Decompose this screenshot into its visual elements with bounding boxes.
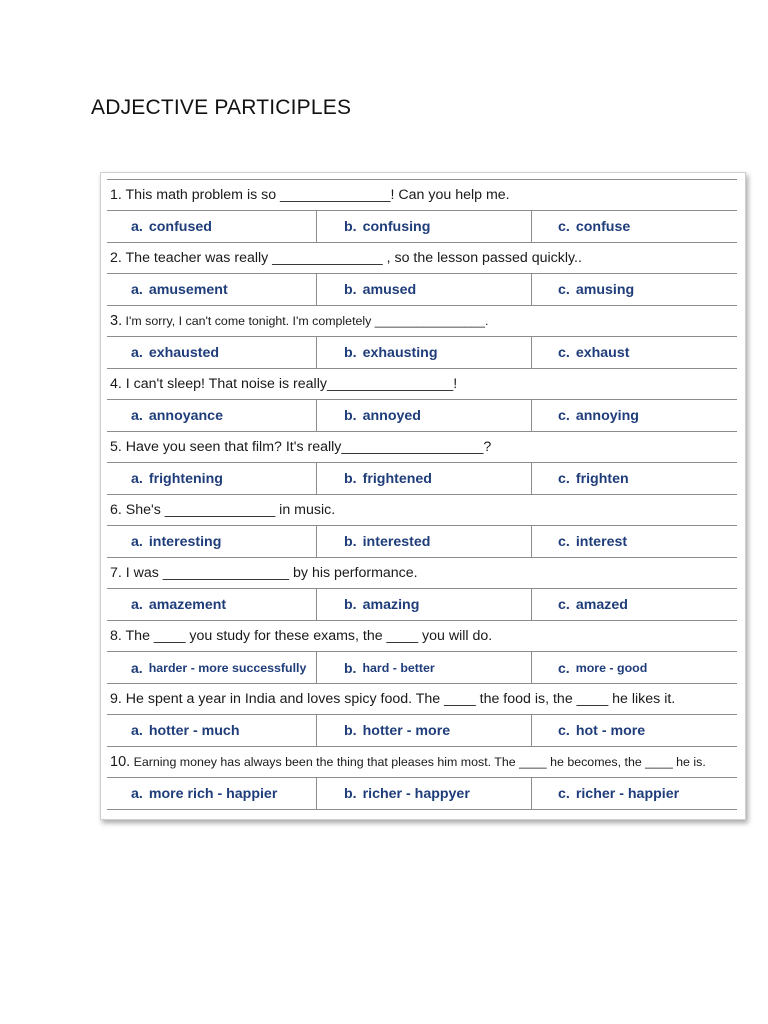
question-9: [107, 684, 737, 715]
question-text: 7. I was ________________ by his performance.: [110, 565, 418, 581]
option-c: c. confuse: [558, 218, 631, 235]
option-b: b. exhausting: [317, 337, 532, 368]
question-text: 5. Have you seen that film? It's really__________________?: [110, 439, 492, 455]
option-b: b. annoyed: [317, 400, 532, 431]
question-3: [107, 306, 737, 337]
option-c: c. more - good: [558, 659, 648, 676]
option-b: b. confusing: [317, 211, 532, 242]
question-text: 1. This math problem is so ______________! Can you help me.: [110, 187, 510, 203]
option-a: a. annoyance: [107, 400, 317, 431]
options-row-7: [107, 589, 737, 621]
options-row-1: [107, 211, 737, 243]
option-a: a. more rich - happier: [107, 778, 317, 809]
option-a: a. amusement: [107, 274, 317, 305]
options-row-2: [107, 274, 737, 306]
option-a: a. harder - more successfully: [107, 652, 317, 683]
question-7: [107, 558, 737, 589]
question-text: I'm sorry, I can't come tonight. I'm completely ________________.: [125, 314, 489, 328]
option-a: a. confused: [107, 211, 317, 242]
options-row-4: [107, 400, 737, 432]
option-b: b. hotter - more: [317, 715, 532, 746]
question-text: 9. He spent a year in India and loves spicy food. The ____ the food is, the ____ he likes it.: [110, 691, 676, 707]
options-row-5: [107, 463, 737, 495]
question-number: 3.: [110, 313, 123, 329]
option-b: b. amused: [317, 274, 532, 305]
question-number: 10.: [110, 754, 131, 770]
question-text: 8. The ____ you study for these exams, the ____ you will do.: [110, 628, 493, 644]
option-b: b. richer - happyer: [317, 778, 532, 809]
question-6: [107, 495, 737, 526]
question-text: 2. The teacher was really ______________ , so the lesson passed quickly..: [110, 250, 582, 266]
question-text: 4. I can't sleep! That noise is really________________!: [110, 376, 458, 392]
option-b: b. interested: [317, 526, 532, 557]
option-c: c. hot - more: [558, 722, 646, 739]
question-8: [107, 621, 737, 652]
question-text: Earning money has always been the thing that pleases him most. The ____ he becomes, the ____ he is.: [133, 755, 706, 769]
worksheet-image: [100, 172, 746, 820]
option-c: c. richer - happier: [558, 785, 680, 802]
question-10: [107, 747, 737, 778]
question-2: [107, 243, 737, 274]
option-c: c. amusing: [558, 281, 635, 298]
options-row-9: [107, 715, 737, 747]
options-row-10: [107, 778, 737, 810]
question-1: [107, 180, 737, 211]
option-a: a. frightening: [107, 463, 317, 494]
option-a: a. interesting: [107, 526, 317, 557]
question-5: [107, 432, 737, 463]
options-row-8: [107, 652, 737, 684]
option-c: c. annoying: [558, 407, 639, 424]
option-b: b. amazing: [317, 589, 532, 620]
question-4: [107, 369, 737, 400]
page-title: ADJECTIVE PARTICIPLES: [91, 96, 352, 119]
options-row-6: [107, 526, 737, 558]
option-c: c. interest: [558, 533, 628, 550]
option-a: a. hotter - much: [107, 715, 317, 746]
option-a: a. exhausted: [107, 337, 317, 368]
option-c: c. exhaust: [558, 344, 630, 361]
option-b: b. hard - better: [317, 652, 532, 683]
option-c: c. amazed: [558, 596, 628, 613]
question-text: 6. She's ______________ in music.: [110, 502, 336, 518]
quiz-table: [107, 179, 737, 810]
option-a: a. amazement: [107, 589, 317, 620]
option-c: c. frighten: [558, 470, 629, 487]
options-row-3: [107, 337, 737, 369]
option-b: b. frightened: [317, 463, 532, 494]
